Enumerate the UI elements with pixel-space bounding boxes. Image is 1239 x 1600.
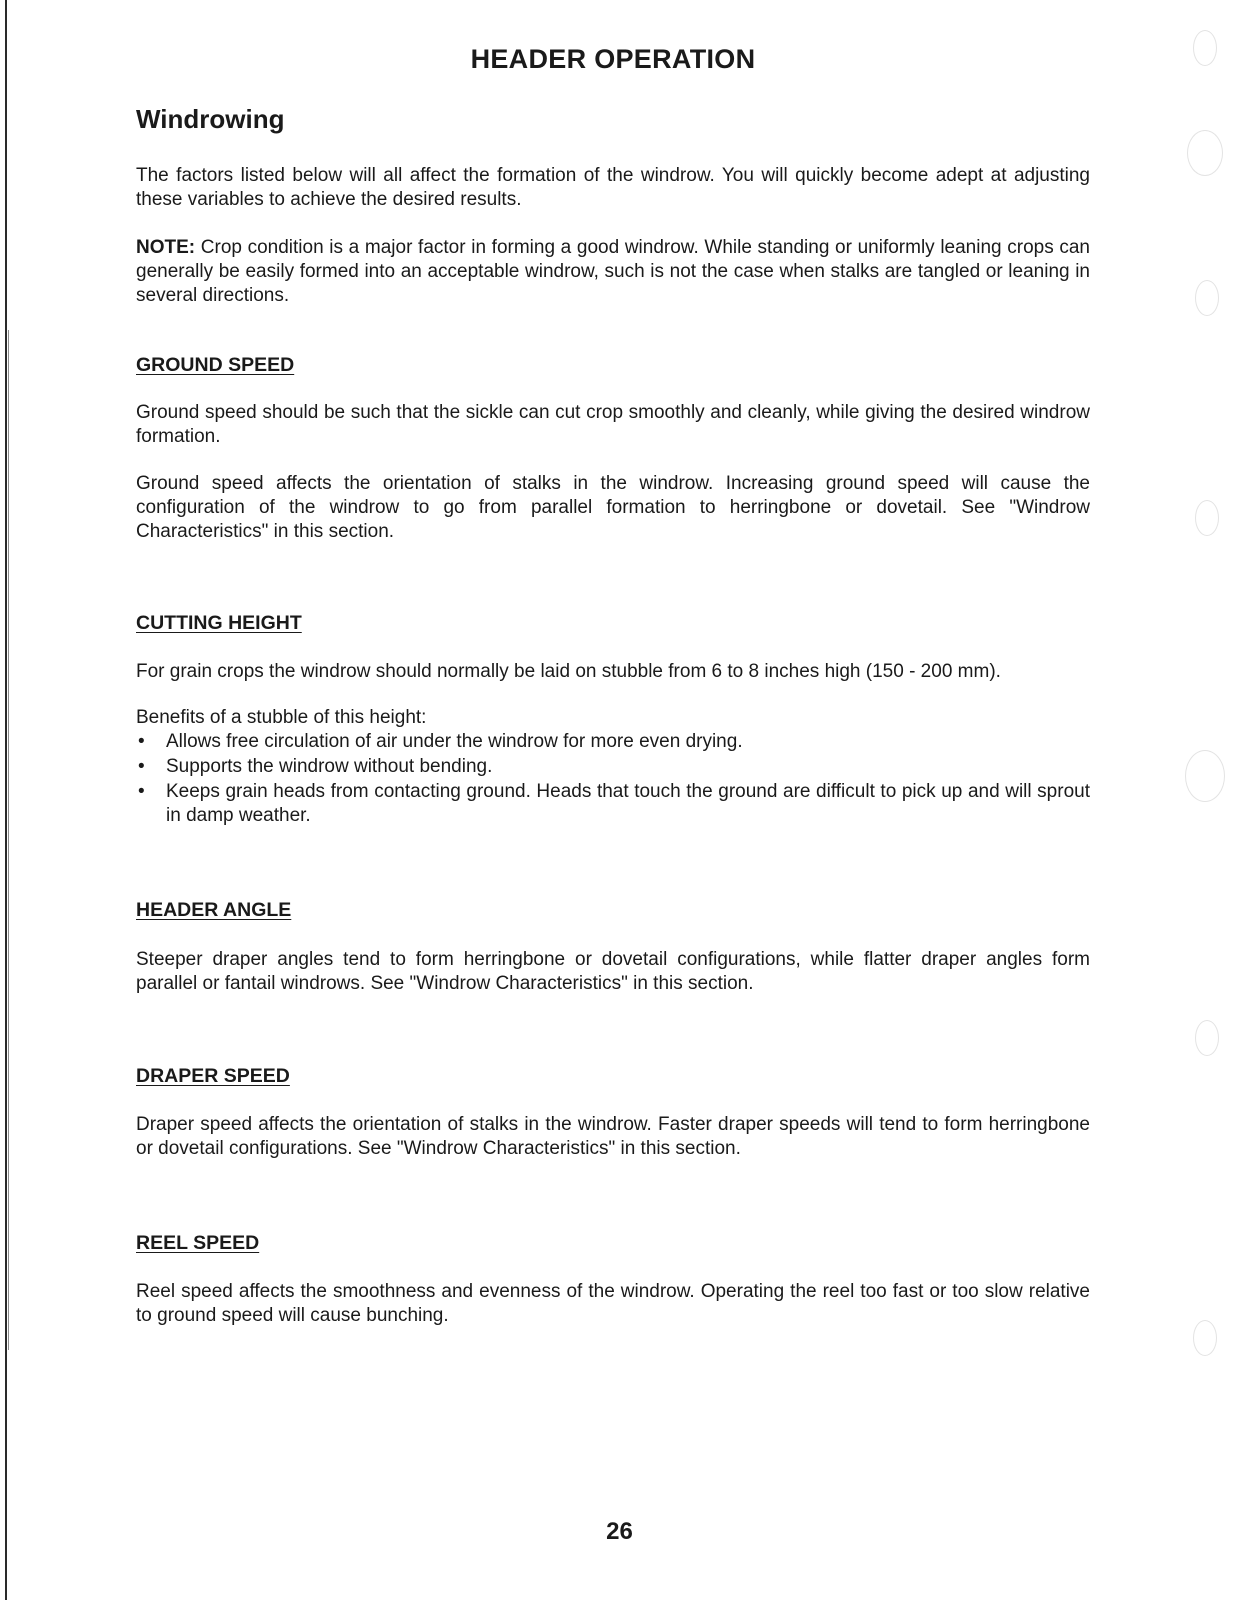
reel-speed-paragraph: Reel speed affects the smoothness and evenness of the windrow. Operating the reel too fast or too slow relative to ground speed will cause bunching. xyxy=(136,1281,1090,1326)
note-text: Crop condition is a major factor in forming a good windrow. While standing or uniformly leaning crops can generally be easily formed into an acceptable windrow, such is not the case when stalks are tangled or leaning in several directions. xyxy=(136,237,1090,306)
page-number: 26 xyxy=(606,1518,633,1545)
windrowing-note xyxy=(136,236,1090,308)
binding-hole xyxy=(1195,500,1219,536)
binding-hole xyxy=(1185,750,1225,802)
list-item: • Keeps grain heads from contacting ground. Heads that touch the ground are difficult to pick up and will sprout in damp weather. xyxy=(136,780,1090,828)
note-label: NOTE: xyxy=(136,237,196,258)
benefits-intro: Benefits of a stubble of this height: xyxy=(136,707,427,728)
binding-hole xyxy=(1193,30,1217,66)
draper-speed-heading: DRAPER SPEED xyxy=(136,1065,290,1087)
ground-speed-paragraph-2: Ground speed affects the orientation of stalks in the windrow. Increasing ground speed will cause the configuration of the windrow to go from parallel formation to herringbone or dovetail. See "Windrow Characteristics" in this section. xyxy=(136,473,1090,542)
windrowing-heading: Windrowing xyxy=(136,104,285,134)
binding-hole xyxy=(1195,280,1219,316)
ground-speed-paragraph-1: Ground speed should be such that the sickle can cut crop smoothly and cleanly, while giving the desired windrow formation. xyxy=(136,402,1090,447)
binding-hole-marks xyxy=(1185,20,1225,1560)
binding-hole xyxy=(1187,130,1223,176)
reel-speed-heading: REEL SPEED xyxy=(136,1232,260,1254)
cutting-height-heading: CUTTING HEIGHT xyxy=(136,612,302,634)
header-angle-paragraph: Steeper draper angles tend to form herringbone or dovetail configurations, while flatter draper angles form parallel or fantail windrows. See "Windrow Characteristics" in this section. xyxy=(136,949,1090,994)
binding-hole xyxy=(1195,1020,1219,1056)
binding-hole xyxy=(1193,1320,1217,1356)
header-angle-heading: HEADER ANGLE xyxy=(136,899,292,921)
ground-speed-heading: GROUND SPEED xyxy=(136,354,295,376)
list-item: • Allows free circulation of air under the windrow for more even drying. xyxy=(136,730,1090,754)
cutting-height-paragraph: For grain crops the windrow should normally be laid on stubble from 6 to 8 inches high (150 - 200 mm). xyxy=(136,661,1001,682)
page-title: HEADER OPERATION xyxy=(470,44,756,74)
page-edge-line-secondary xyxy=(8,330,9,1350)
page-edge-line xyxy=(5,0,7,1600)
draper-speed-paragraph: Draper speed affects the orientation of stalks in the windrow. Faster draper speeds will tend to form herringbone or dovetail configurations. See "Windrow Characteristics" in this section. xyxy=(136,1114,1090,1159)
windrowing-intro: The factors listed below will all affect the formation of the windrow. You will quickly become adept at adjusting these variables to achieve the desired results. xyxy=(136,165,1090,210)
list-item: • Supports the windrow without bending. xyxy=(136,755,1090,779)
benefits-list xyxy=(136,730,1090,829)
